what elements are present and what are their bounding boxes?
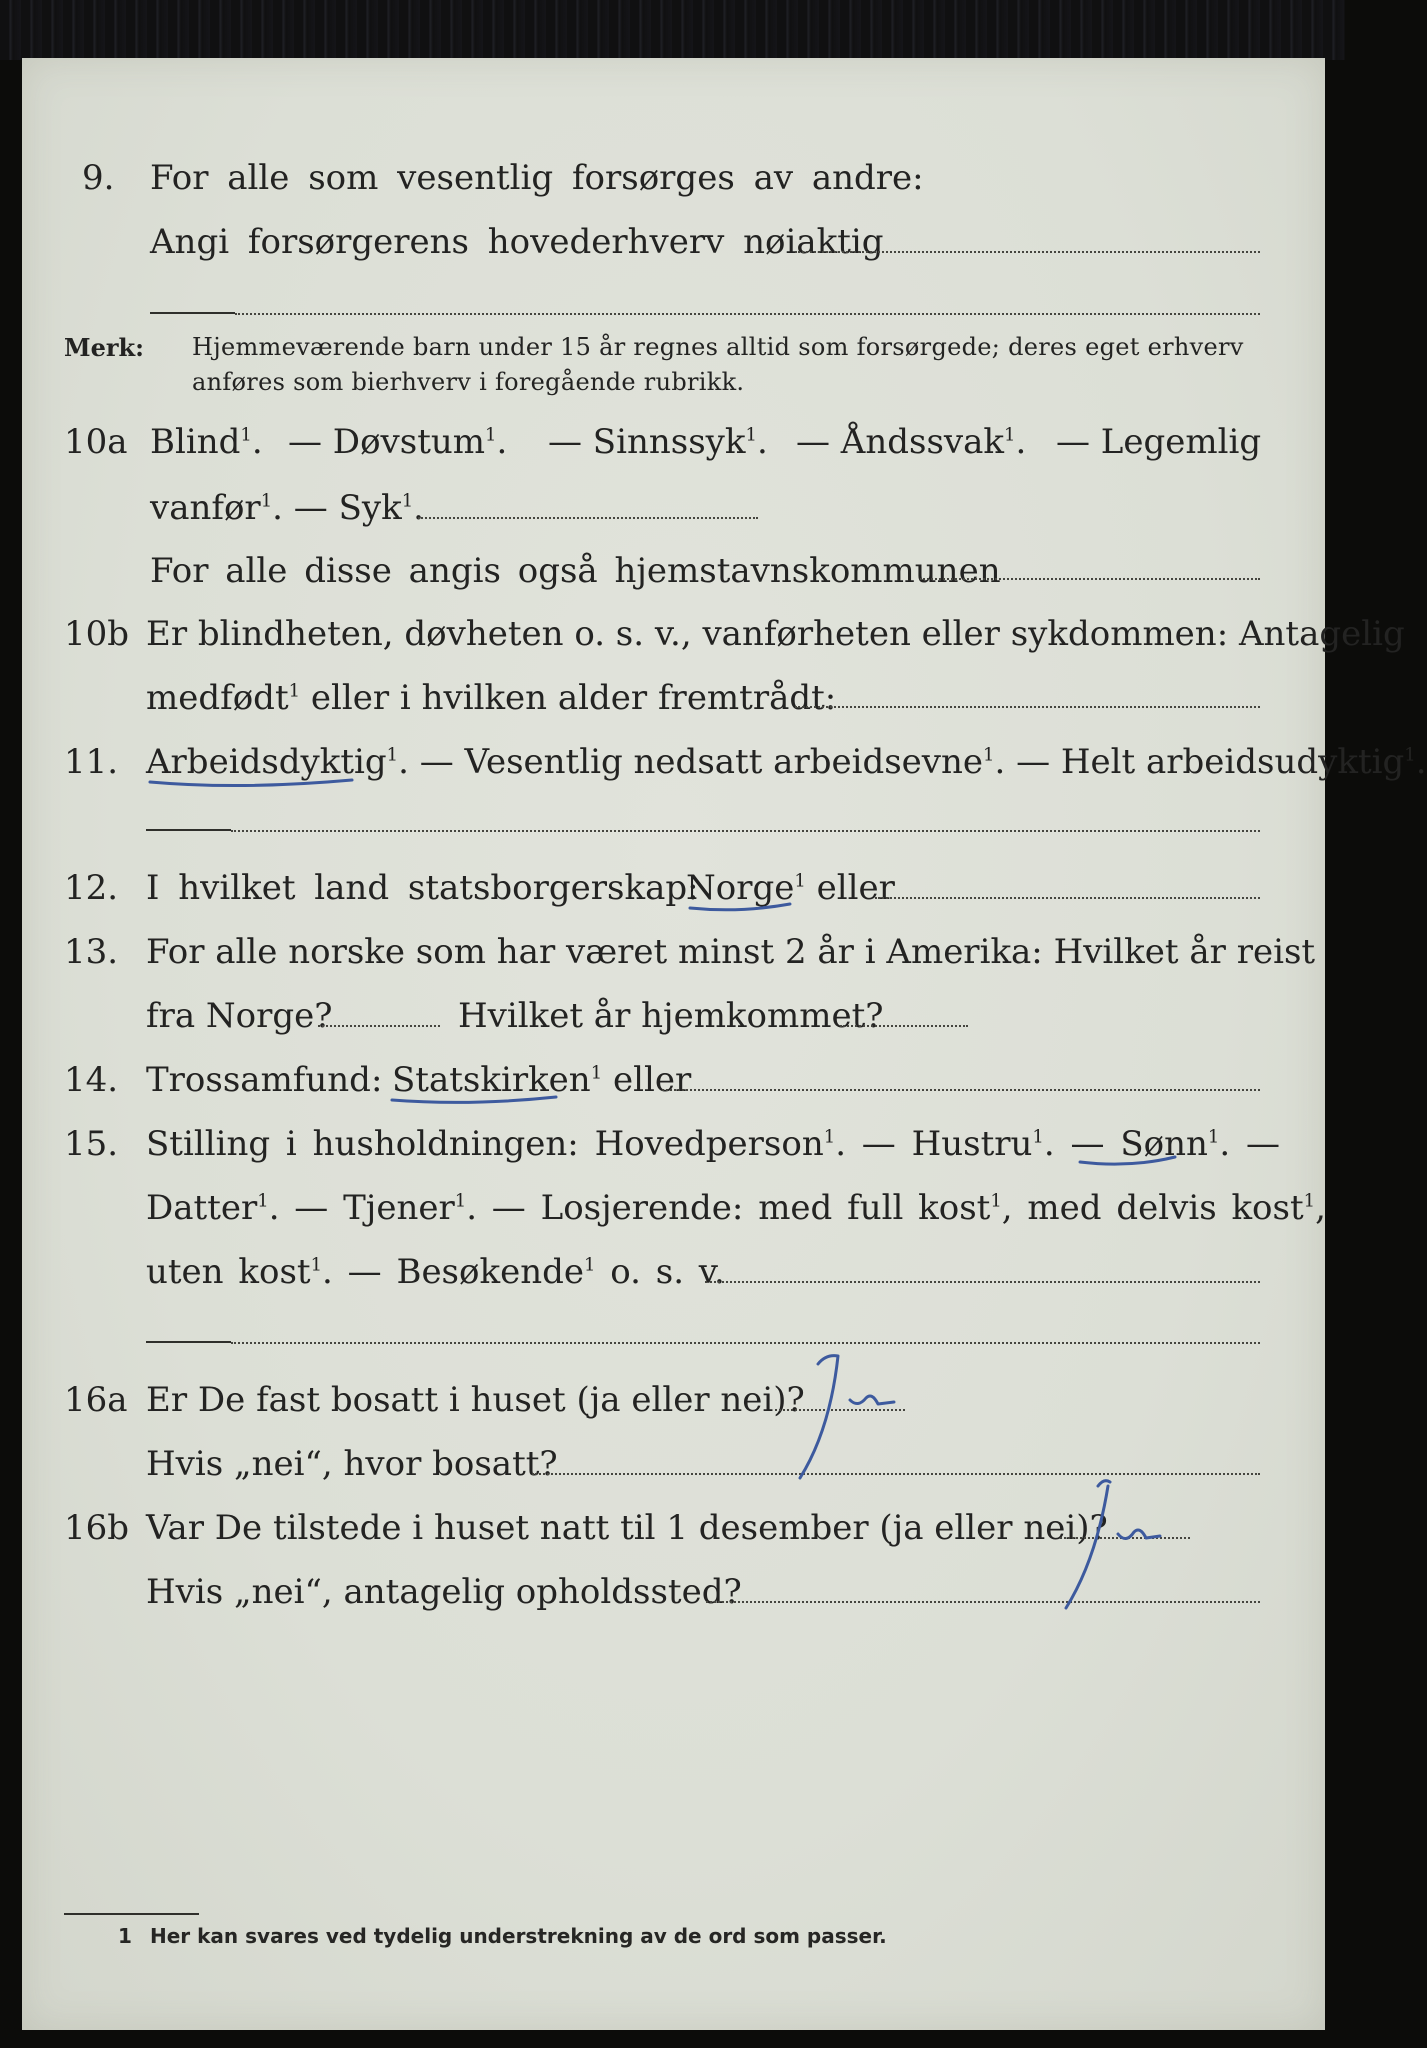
q16b-number: 16b [64, 1508, 130, 1548]
footnote-mark: 1 [118, 1924, 132, 1948]
q9-number: 9. [82, 158, 115, 198]
q10b-question: Er blindheten, døvheten o. s. v., vanførheten eller sykdommen: Antagelig [146, 614, 1405, 654]
q12-number: 12. [64, 868, 119, 908]
q10a-sinnssyk: — Sinnssyk$^1$. [548, 422, 768, 462]
underline-sonn [1080, 1157, 1175, 1164]
q9-instruction: Angi forsørgerens hovederhverv nøiaktig [150, 222, 884, 262]
q16a-number: 16a [64, 1380, 128, 1420]
q15-number: 15. [64, 1124, 119, 1164]
merk-label: Merk: [64, 333, 144, 362]
handwritten-answer-16a [800, 1356, 894, 1478]
q16a-bosatt: Hvis „nei“, hvor bosatt? [146, 1444, 558, 1484]
q14-question: Trossamfund: [146, 1060, 383, 1100]
q13-number: 13. [64, 932, 119, 972]
q13-fra-norge: fra Norge? [146, 996, 333, 1036]
q10a-legemlig: — Legemlig [1056, 422, 1262, 462]
q16b-question: Var De tilstede i huset natt til 1 desember (ja eller nei)? [146, 1508, 1108, 1548]
q10b-number: 10b [64, 614, 130, 654]
q10a-hjemstavn: For alle disse angis også hjemstavnskommunen [150, 551, 1001, 591]
q10a-vanfor: vanfør$^1$. — Syk$^1$. [150, 488, 424, 528]
q9-question: For alle som vesentlig forsørges av andre: [150, 158, 924, 198]
q15-sonn: Sønn [1120, 1124, 1208, 1164]
q10a-number: 10a [64, 422, 128, 462]
underline-norge [690, 904, 790, 910]
q10a-dovstum: — Døvstum$^1$. [288, 422, 508, 462]
q10b-medfodt: medfødt$^1$ eller i hvilken alder fremtrådt: [146, 678, 837, 718]
q12-question: I hvilket land statsborgerskap: [146, 868, 699, 908]
q11-arbeidsdyktig: Arbeidsdyktig [146, 742, 387, 782]
q14-statskirken: Statskirken$^1$ eller [392, 1060, 692, 1100]
q14-number: 14. [64, 1060, 119, 1100]
merk-note-line1: Hjemmeværende barn under 15 år regnes alltid som forsørgede; deres eget erhverv [192, 333, 1244, 361]
q16a-question: Er De fast bosatt i huset (ja eller nei)? [146, 1380, 805, 1420]
q12-norge: Norge$^1$ eller [686, 868, 895, 908]
q10a-andssvak: — Åndssvak$^1$. [796, 422, 1027, 462]
merk-note-line2: anføres som bierhverv i foregående rubrikk. [192, 368, 745, 396]
q16b-opholdssted: Hvis „nei“, antagelig opholdssted? [146, 1572, 742, 1612]
q13-question: For alle norske som har været minst 2 år i Amerika: Hvilket år reist [146, 932, 1316, 972]
q11-options: Arbeidsdyktig$^1$. — Vesentlig nedsatt arbeidsevne$^1$. — Helt arbeidsudyktig$^1$. [146, 742, 1427, 782]
q15-line2: Datter$^1$. — Tjener$^1$. — Losjerende: med full kost$^1$, med delvis kost$^1$, [146, 1188, 1326, 1228]
q15-line1: Stilling i husholdningen: Hovedperson$^1$. — Hustru$^1$. — Sønn$^1$. — [146, 1124, 1280, 1164]
q13-hjemkommet: Hvilket år hjemkommet? [458, 996, 884, 1036]
handwritten-answer-16b [1066, 1481, 1160, 1608]
q11-number: 11. [64, 742, 119, 782]
footnote-text: Her kan svares ved tydelig understrekning av de ord som passer. [150, 1924, 887, 1948]
q10a-blind: Blind$^1$. [150, 422, 263, 462]
underline-arbeidsdyktig [150, 780, 352, 786]
underline-statskirken [392, 1097, 556, 1102]
q15-line3: uten kost$^1$. — Besøkende$^1$ o. s. v. [146, 1252, 725, 1292]
